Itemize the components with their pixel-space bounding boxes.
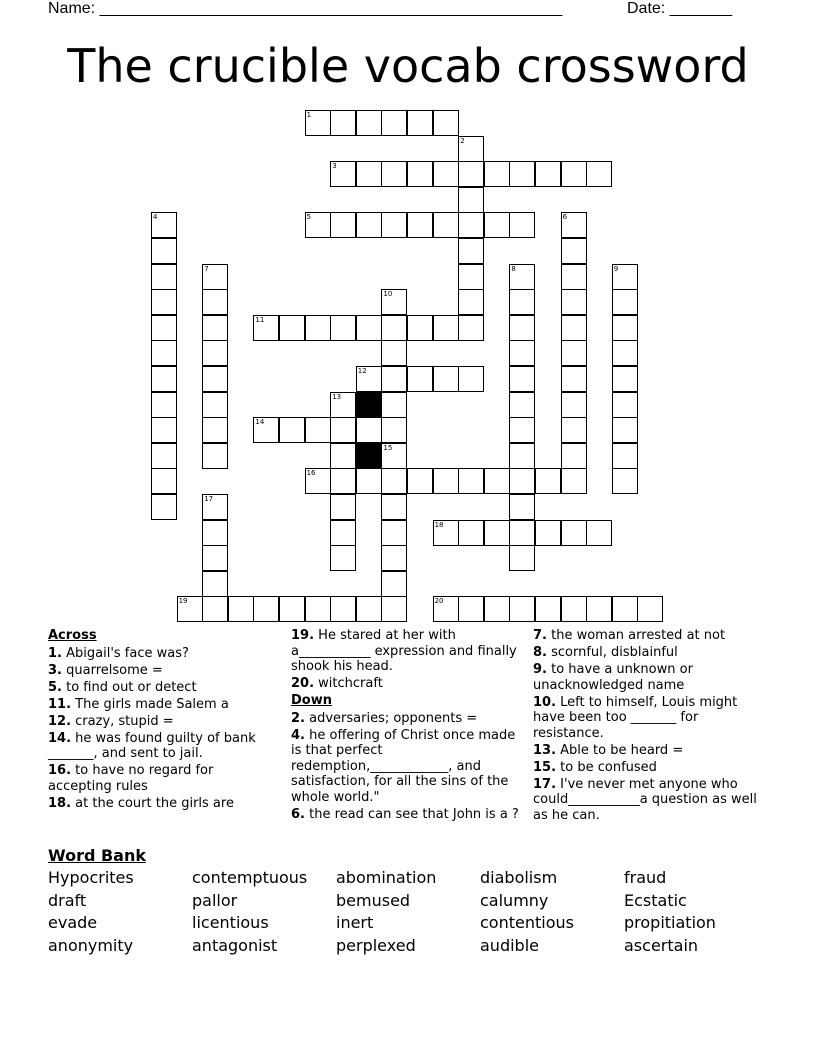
grid-cell[interactable] xyxy=(356,417,382,443)
grid-cell[interactable] xyxy=(202,443,228,469)
word-bank-item: anonymity xyxy=(48,936,134,956)
grid-cell[interactable] xyxy=(330,212,356,238)
grid-cell[interactable] xyxy=(484,596,510,622)
grid-cell[interactable] xyxy=(586,596,612,622)
clue-number: 8. xyxy=(533,645,547,660)
grid-cell[interactable] xyxy=(433,110,459,136)
grid-cell[interactable] xyxy=(509,545,535,571)
cell-number: 2 xyxy=(460,136,465,145)
grid-cell[interactable] xyxy=(561,340,587,366)
grid-cell[interactable] xyxy=(509,392,535,418)
grid-cell[interactable] xyxy=(330,520,356,546)
clue-text: to be confused xyxy=(556,759,657,775)
grid-cell[interactable] xyxy=(202,340,228,366)
grid-cell[interactable] xyxy=(612,443,638,469)
clue-number: 2. xyxy=(291,710,305,726)
clue-number: 18. xyxy=(48,795,72,811)
grid-cell[interactable] xyxy=(458,366,484,392)
grid-cell[interactable] xyxy=(305,315,331,341)
clue xyxy=(533,695,765,742)
grid-cell[interactable] xyxy=(381,212,407,238)
grid-cell[interactable] xyxy=(330,494,356,520)
cell-number: 13 xyxy=(332,392,342,401)
grid-cell[interactable] xyxy=(509,315,535,341)
word-bank-item: diabolism xyxy=(480,868,558,887)
clue-number: 14. xyxy=(48,730,72,746)
grid-cell[interactable] xyxy=(356,468,382,494)
clue xyxy=(533,662,765,693)
grid-cell[interactable] xyxy=(458,238,484,264)
clue-number: 20. xyxy=(291,676,315,691)
clue-text: He stared at her with a___________ expression and finally shook his head. xyxy=(291,628,517,674)
cell-number: 18 xyxy=(434,520,444,529)
cell-number: 9 xyxy=(613,264,619,273)
grid-cell[interactable] xyxy=(356,596,382,622)
cell-number: 1 xyxy=(306,111,312,119)
clue xyxy=(533,760,765,776)
grid-cell[interactable] xyxy=(458,289,484,315)
grid-cell[interactable] xyxy=(407,110,433,136)
clue xyxy=(48,714,280,730)
clue xyxy=(533,743,765,759)
grid-cell[interactable] xyxy=(381,520,407,546)
clue-number: 16. xyxy=(48,763,72,778)
grid-cell[interactable] xyxy=(433,468,459,494)
word-bank-item: Hypocrites xyxy=(48,868,134,887)
clue xyxy=(291,728,523,806)
grid-cell[interactable] xyxy=(586,161,612,187)
grid-cell[interactable] xyxy=(381,315,407,341)
grid-cell[interactable] xyxy=(509,443,535,469)
clue xyxy=(291,676,523,692)
grid-cell[interactable] xyxy=(561,289,587,315)
grid-cell[interactable] xyxy=(356,315,382,341)
grid-cell[interactable] xyxy=(484,161,510,187)
grid-cell[interactable] xyxy=(253,596,279,622)
grid-cell[interactable] xyxy=(561,443,587,469)
grid-cell[interactable] xyxy=(561,238,587,264)
black-cell xyxy=(356,392,382,418)
word-bank-item: perplexed xyxy=(336,936,416,956)
clue-text: the read can see that John is a ? xyxy=(304,806,519,822)
grid-cell[interactable] xyxy=(561,392,587,418)
grid-cell[interactable] xyxy=(509,596,535,622)
grid-cell[interactable] xyxy=(305,596,331,622)
clue-number: 3. xyxy=(48,662,62,678)
grid-cell[interactable] xyxy=(381,571,407,597)
grid-cell[interactable] xyxy=(202,571,228,597)
grid-cell[interactable] xyxy=(561,264,587,290)
clue-text: Abigail's face was? xyxy=(61,645,189,661)
grid-cell[interactable] xyxy=(458,468,484,494)
clue-text: The girls made Salem a xyxy=(71,696,229,712)
word-bank-item: draft xyxy=(48,890,87,910)
grid-cell[interactable] xyxy=(381,161,407,187)
grid-cell[interactable] xyxy=(330,443,356,469)
word-bank-item: abomination xyxy=(336,868,437,887)
grid-cell[interactable] xyxy=(407,212,433,238)
grid-cell[interactable] xyxy=(381,545,407,571)
grid-cell[interactable] xyxy=(202,596,228,622)
cell-number: 4 xyxy=(153,213,158,222)
clue-text: to have no regard for accepting rules xyxy=(48,763,214,794)
clue-number: 5. xyxy=(48,679,62,695)
clue-heading: Across xyxy=(48,628,97,643)
clue xyxy=(291,711,523,727)
grid-cell[interactable] xyxy=(612,289,638,315)
grid-cell[interactable] xyxy=(381,392,407,418)
grid-cell[interactable] xyxy=(330,596,356,622)
grid-cell[interactable] xyxy=(202,366,228,392)
word-bank-item: bemused xyxy=(336,890,411,910)
clue xyxy=(48,680,280,696)
grid-cell[interactable] xyxy=(561,417,587,443)
grid-cell[interactable] xyxy=(356,161,382,187)
word-bank-item: audible xyxy=(480,936,539,956)
clue xyxy=(48,731,280,762)
grid-cell[interactable] xyxy=(202,545,228,571)
cell-number: 6 xyxy=(562,213,568,222)
clue-text: quarrelsome = xyxy=(61,662,163,678)
grid-cell[interactable] xyxy=(202,392,228,418)
grid-cell[interactable] xyxy=(458,161,484,187)
grid-cell[interactable] xyxy=(433,161,459,187)
grid-cell[interactable] xyxy=(458,212,484,238)
grid-cell[interactable] xyxy=(279,417,305,443)
grid-cell[interactable] xyxy=(637,596,663,622)
cell-number: 17 xyxy=(204,495,214,503)
grid-cell[interactable] xyxy=(586,520,612,546)
clue-text: to have a unknown or unacknowledged name xyxy=(533,662,693,693)
grid-cell[interactable] xyxy=(433,366,459,392)
grid-cell[interactable] xyxy=(381,596,407,622)
clues-column-1 xyxy=(48,628,280,813)
grid-cell[interactable] xyxy=(561,315,587,341)
grid-cell[interactable] xyxy=(202,417,228,443)
grid-cell[interactable] xyxy=(305,417,331,443)
grid-cell[interactable] xyxy=(202,289,228,315)
grid-cell[interactable] xyxy=(407,366,433,392)
grid-cell[interactable] xyxy=(330,417,356,443)
grid-cell[interactable] xyxy=(612,596,638,622)
grid-cell[interactable] xyxy=(330,545,356,571)
grid-cell[interactable] xyxy=(535,468,561,494)
grid-cell[interactable] xyxy=(484,212,510,238)
grid-cell[interactable] xyxy=(381,468,407,494)
clue-text: crazy, stupid = xyxy=(71,713,174,729)
cell-number: 12 xyxy=(357,367,367,375)
word-bank-item: contentious xyxy=(480,913,574,933)
word-bank-item: ascertain xyxy=(624,936,699,956)
cell-number: 14 xyxy=(255,418,265,427)
grid-cell[interactable] xyxy=(509,520,535,546)
clue-text: he offering of Christ once made is that perfect redemption,____________, and satisfaction, for all the sins of the whole world." xyxy=(291,727,516,805)
clue-text: the woman arrested at not xyxy=(546,628,726,643)
word-bank-item: propitiation xyxy=(624,913,716,933)
word-bank-item: antagonist xyxy=(192,936,278,956)
grid-cell[interactable] xyxy=(151,443,177,469)
clue-heading: Down xyxy=(291,693,332,708)
clue-text: Able to be heard = xyxy=(556,742,684,758)
clue xyxy=(48,763,280,794)
grid-cell[interactable] xyxy=(381,340,407,366)
grid-cell[interactable] xyxy=(509,494,535,520)
clue xyxy=(533,777,765,824)
grid-cell[interactable] xyxy=(509,161,535,187)
clue xyxy=(48,663,280,679)
grid-cell[interactable] xyxy=(381,366,407,392)
grid-cell[interactable] xyxy=(151,494,177,520)
clue-number: 13. xyxy=(533,742,557,758)
grid-cell[interactable] xyxy=(612,468,638,494)
clue-text: adversaries; opponents = xyxy=(304,710,478,726)
grid-cell[interactable] xyxy=(484,520,510,546)
grid-cell[interactable] xyxy=(381,417,407,443)
grid-cell[interactable] xyxy=(228,596,254,622)
page-title: The crucible vocab crossword xyxy=(67,39,749,93)
clue-text: Left to himself, Louis might have been too _______ for resistance. xyxy=(533,694,738,741)
clue xyxy=(48,646,280,662)
word-bank-item: inert xyxy=(336,913,374,933)
grid-cell[interactable] xyxy=(458,187,484,213)
grid-cell[interactable] xyxy=(561,366,587,392)
clue-text: I've never met anyone who could___________a question as well as he can. xyxy=(533,776,757,823)
word-bank-item: licentious xyxy=(192,913,269,933)
word-bank-title: Word Bank xyxy=(48,846,147,865)
grid-cell[interactable] xyxy=(612,315,638,341)
cell-number: 15 xyxy=(383,443,393,452)
grid-cell[interactable] xyxy=(407,161,433,187)
grid-cell[interactable] xyxy=(330,315,356,341)
clue-number: 15. xyxy=(533,759,557,775)
grid-cell[interactable] xyxy=(356,212,382,238)
grid-cell[interactable] xyxy=(151,264,177,290)
grid-cell[interactable] xyxy=(509,366,535,392)
grid-cell[interactable] xyxy=(561,596,587,622)
grid-cell[interactable] xyxy=(151,392,177,418)
clue-number: 4. xyxy=(291,727,305,743)
grid-cell[interactable] xyxy=(561,161,587,187)
clue-number: 6. xyxy=(291,806,305,822)
clue xyxy=(48,697,280,713)
grid-cell[interactable] xyxy=(535,596,561,622)
black-cell xyxy=(356,443,382,469)
grid-cell[interactable] xyxy=(151,289,177,315)
cell-number: 16 xyxy=(306,469,316,478)
clue-text: scornful, disblainful xyxy=(546,645,678,660)
clue-number: 10. xyxy=(533,694,557,710)
grid-cell[interactable] xyxy=(151,468,177,494)
cell-number: 19 xyxy=(178,597,188,606)
cell-number: 10 xyxy=(383,290,393,299)
grid-cell[interactable] xyxy=(458,264,484,290)
grid-cell[interactable] xyxy=(458,520,484,546)
word-bank-item: fraud xyxy=(624,868,667,887)
grid-cell[interactable] xyxy=(433,315,459,341)
cell-number: 7 xyxy=(204,264,209,273)
date-field[interactable]: Date: _______ xyxy=(627,0,732,17)
word-bank-item: Ecstatic xyxy=(624,890,687,910)
grid-cell[interactable] xyxy=(330,468,356,494)
grid-cell[interactable] xyxy=(151,366,177,392)
grid-cell[interactable] xyxy=(535,161,561,187)
grid-cell[interactable] xyxy=(202,315,228,341)
grid-cell[interactable] xyxy=(279,596,305,622)
word-bank-item: evade xyxy=(48,913,98,933)
grid-cell[interactable] xyxy=(509,468,535,494)
clue-text: at the court the girls are xyxy=(71,795,234,811)
grid-cell[interactable] xyxy=(535,520,561,546)
grid-cell[interactable] xyxy=(561,468,587,494)
grid-cell[interactable] xyxy=(433,212,459,238)
clue-number: 9. xyxy=(533,662,547,677)
clues-column-3 xyxy=(533,628,765,825)
clue-text: to find out or detect xyxy=(61,679,197,695)
grid-cell[interactable] xyxy=(381,110,407,136)
cell-number: 8 xyxy=(511,264,516,273)
clue xyxy=(48,796,280,812)
clue-number: 1. xyxy=(48,645,62,661)
clue-text: he was found guilty of bank _______, and sent to jail. xyxy=(48,730,256,761)
grid-cell[interactable] xyxy=(561,520,587,546)
grid-cell[interactable] xyxy=(612,366,638,392)
grid-cell[interactable] xyxy=(279,315,305,341)
grid-cell[interactable] xyxy=(612,392,638,418)
clue-number: 12. xyxy=(48,713,72,729)
grid-cell[interactable] xyxy=(330,110,356,136)
word-bank-item: contemptuous xyxy=(192,868,308,887)
name-field[interactable]: Name: ____________________________________________________ xyxy=(48,0,563,17)
clue-number: 19. xyxy=(291,628,315,643)
grid-cell[interactable] xyxy=(509,212,535,238)
word-bank-item: calumny xyxy=(480,890,549,910)
clue xyxy=(291,807,523,823)
grid-cell[interactable] xyxy=(484,468,510,494)
grid-cell[interactable] xyxy=(458,315,484,341)
cell-number: 5 xyxy=(306,213,312,222)
clue-number: 17. xyxy=(533,776,557,792)
clue-number: 7. xyxy=(533,628,547,643)
grid-cell[interactable] xyxy=(509,289,535,315)
clue-text: witchcraft xyxy=(314,676,383,691)
grid-cell[interactable] xyxy=(612,417,638,443)
grid-cell[interactable] xyxy=(407,315,433,341)
cell-number: 20 xyxy=(434,597,444,606)
grid-cell[interactable] xyxy=(356,110,382,136)
grid-cell[interactable] xyxy=(151,417,177,443)
word-bank-item: pallor xyxy=(192,890,238,910)
cell-number: 11 xyxy=(255,315,265,324)
grid-cell[interactable] xyxy=(509,417,535,443)
clue xyxy=(533,628,765,644)
clue xyxy=(291,628,523,675)
grid-cell[interactable] xyxy=(202,520,228,546)
grid-cell[interactable] xyxy=(612,340,638,366)
grid-cell[interactable] xyxy=(151,238,177,264)
grid-cell[interactable] xyxy=(151,315,177,341)
grid-cell[interactable] xyxy=(381,494,407,520)
grid-cell[interactable] xyxy=(151,340,177,366)
clues-column-2 xyxy=(291,628,523,824)
grid-cell[interactable] xyxy=(458,596,484,622)
clue-number: 11. xyxy=(48,696,72,712)
cell-number: 3 xyxy=(332,162,337,171)
grid-cell[interactable] xyxy=(407,468,433,494)
clue xyxy=(533,645,765,661)
grid-cell[interactable] xyxy=(509,340,535,366)
